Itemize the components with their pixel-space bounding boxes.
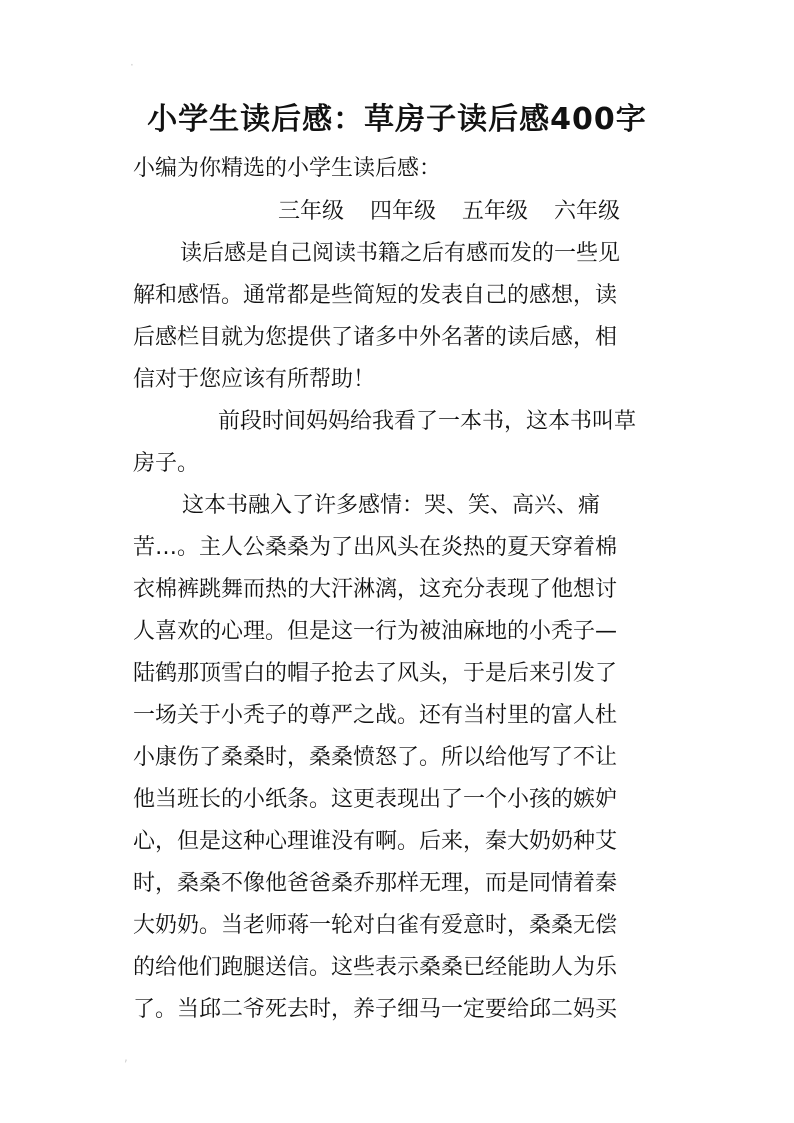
- paragraph-line: 一场关于小秃子的尊严之战。还有当村里的富人杜: [133, 703, 618, 728]
- paragraph-line: 陆鹤那顶雪白的帽子抢去了风头，于是后来引发了: [133, 661, 618, 686]
- grade-link-5[interactable]: 五年级: [462, 199, 529, 224]
- intro-line: 小编为你精选的小学生读后感：: [133, 156, 442, 181]
- paragraph-line: 后感栏目就为您提供了诸多中外名著的读后感，相: [133, 325, 618, 350]
- paragraph-line: 苦…。主人公桑桑为了出风头在炎热的夏天穿着棉: [133, 535, 618, 560]
- grade-link-4[interactable]: 四年级: [370, 199, 437, 224]
- paragraph-line: 的给他们跑腿送信。这些表示桑桑已经能助人为乐: [133, 955, 618, 980]
- paragraph-line: 人喜欢的心理。但是这一行为被油麻地的小秃子—: [133, 619, 618, 644]
- paragraph-line: 心，但是这种心理谁没有啊。后来，秦大奶奶种艾: [133, 829, 618, 854]
- grade-links: [278, 196, 620, 228]
- paragraph-line: 衣棉裤跳舞而热的大汗淋漓，这充分表现了他想讨: [133, 577, 618, 602]
- grade-link-3[interactable]: 三年级: [278, 199, 345, 224]
- paragraph-line: 大奶奶。当老师蒋一轮对白雀有爱意时，桑桑无偿: [133, 913, 618, 938]
- corner-mark-top: ·: [130, 58, 134, 72]
- corner-mark-bottom: ,: [124, 1050, 128, 1064]
- paragraph-line: 这本书融入了许多感情：哭、笑、高兴、痛: [182, 493, 601, 518]
- paragraph-line: 房子。: [133, 451, 200, 476]
- paragraph-line: 读后感是自己阅读书籍之后有感而发的一些见: [180, 241, 621, 266]
- paragraph-line: 前段时间妈妈给我看了一本书，这本书叫草: [218, 409, 637, 434]
- paragraph-line: 小康伤了桑桑时，桑桑愤怒了。所以给他写了不让: [133, 745, 618, 770]
- grade-link-6[interactable]: 六年级: [554, 199, 621, 224]
- paragraph-line: 时，桑桑不像他爸爸桑乔那样无理，而是同情着秦: [133, 871, 618, 896]
- paragraph-line: 他当班长的小纸条。这更表现出了一个小孩的嫉妒: [133, 787, 618, 812]
- paragraph-line: 信对于您应该有所帮助！: [133, 367, 376, 392]
- paragraph-line: 了。当邱二爷死去时，养子细马一定要给邱二妈买: [133, 997, 618, 1022]
- page-title: 小学生读后感：草房子读后感400字: [147, 102, 647, 137]
- paragraph-line: 解和感悟。通常都是些简短的发表自己的感想，读: [133, 283, 618, 308]
